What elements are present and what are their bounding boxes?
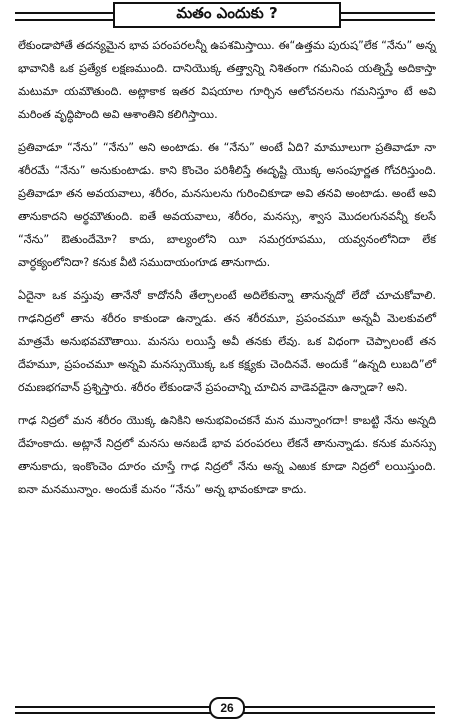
page-header — [15, 2, 435, 26]
page-title: మతం ఎందుకు ? — [113, 2, 341, 28]
paragraph-1: లేకుండాపోతే తదన్యమైన భావ పరంపరలన్నీ ఉపశమిస్తాయి. ఈ“ఉత్తమ పురుష”లేక “నేను” అన్న భావానికి ఒక ప్రత్యేక లక్షణముంది. దానియొక్క తత్త్వాన్ని నిశితంగా గమనింప యత్నిస్తే అదికాస్తా మటుమా యమౌతుంది. అట్లాకాక ఇతర విషయాల గూర్చిన ఆలోచనలను గమనిస్తూం టే అవి మరింత వృద్ధిపొంది అవి ఆశాంతిని కలిగిస్తాయి. — [18, 39, 436, 121]
paragraph-3: ఏదైనా ఒక వస్తువు తానేనో కాదోననీ తేల్చాలంటే అదిలేకున్నా తానున్నదో లేదో చూచుకోవాలి. గాఢనిద్రలో తాను శరీరం కాకుండా ఉన్నాడు. తన శరీరమూ, ప్రపంచమూ అన్నవీ మెలకువలో మాత్రమే అనుభవమౌతాయి. మనసు లయిస్తే అవీ తనకు లేవు. ఒక విధంగా చెప్పాలంటే తన దేహమూ, ప్రపంచమూ అన్నవి మనస్సుయొక్క ఒక కక్ష్యకు చెందినవే. అందుకే “ఉన్నది లుబది”లో రమణభగవాన్ ప్రశ్నిస్తారు. శరీరం లేకుండానే ప్రపంచాన్ని చూచిన వాడెవడైనా ఉన్నాడా? అని. — [18, 289, 436, 394]
paragraph-2: ప్రతివాడూ “నేను” “నేను” అని అంటాడు. ఈ “నేను” అంటే ఏది? మామూలుగా ప్రతివాడూ నా శరీరమే “నేను” అనుకుంటాడు. కాని కొంచెం పరిశీలిస్తే ఈదృష్టి యొక్క అసంపూర్ణత గోచరిస్తుంది. ప్రతివాడూ తన అవయవాలు, శరీరం, మనసులను గురించికూడా అవి తనవి అంటాడు. అంటే అవి తానుకాదని అర్థమౌతుంది. ఐతే అవయవాలు, శరీరం, మనస్సు, శ్వాస మొదలగునవన్నీ కలసే “నేను” ఔతుందేమో? కాదు, బాల్యంలోని యీ సమగ్రరూపము, యవ్వనంలోనిదా లేక వార్ధక్యంలోనిదా? కనుక వీటి సముదాయంగూడ తానుగాదు. — [18, 141, 436, 269]
page-footer — [15, 697, 435, 717]
body-text — [18, 34, 436, 511]
paragraph-4: గాఢ నిద్రలో మన శరీరం యొక్క ఉనికిని అనుభవించకనే మన మున్నాంగదా! కాబట్టి నేను అన్నది దేహంకాదు. అట్లానే నిద్రలో మనసు అనబడే భావ పరంపరలు లేకనే తానున్నాడు. కనుక మనస్సు తానుకాదు, ఇంకొంచెం దూరం చూస్తే గాఢ నిద్రలో నేను అన్న ఎఱుక కూడా నిద్రలో లయిస్తుంది. ఐనా మనమున్నాం. అందుకే మనం “నేను” అన్న భావంకూడా కాదు. — [18, 414, 436, 496]
page-number: 26 — [209, 697, 245, 719]
